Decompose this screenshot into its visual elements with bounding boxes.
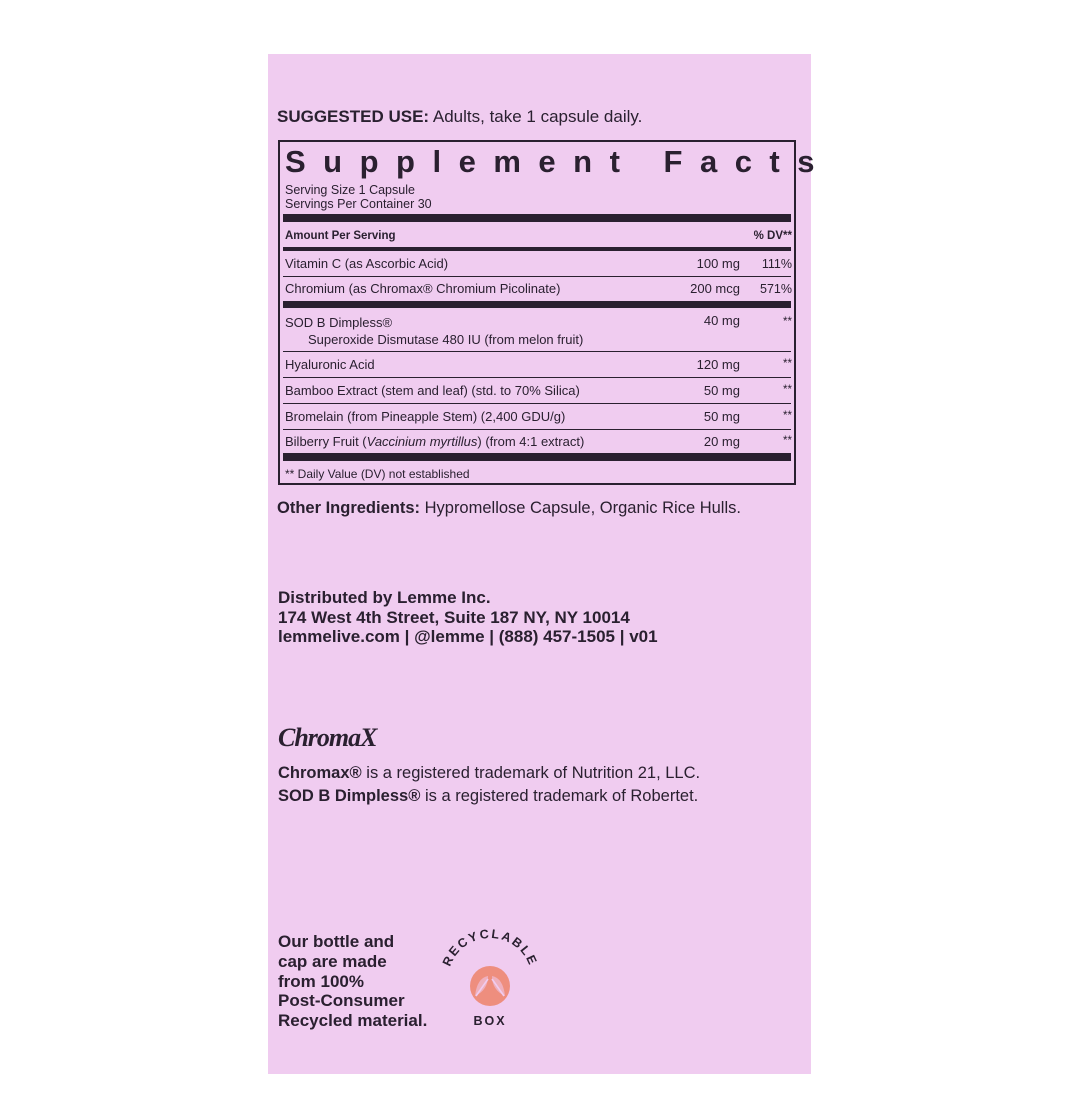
trademark-line: Chromax® is a registered trademark of Nutrition 21, LLC.	[278, 764, 701, 782]
nutrient-dv: 571%	[760, 282, 792, 296]
nutrient-dv: **	[783, 410, 792, 422]
nutrient-amount: 100 mg	[696, 256, 740, 271]
leaf-icon	[470, 966, 510, 1006]
row-divider	[283, 403, 791, 404]
recyclable-box-badge	[430, 928, 550, 1038]
nutrient-name: Chromium (as Chromax® Chromium Picolinate)	[285, 281, 561, 296]
nutrient-name: Bamboo Extract (stem and leaf) (std. to 70% Silica)	[285, 383, 580, 398]
amount-per-serving-header: Amount Per Serving	[285, 230, 396, 242]
supplement-facts-title: Supplement Facts	[285, 144, 832, 179]
nutrient-subname: Superoxide Dismutase 480 IU (from melon fruit)	[308, 332, 584, 347]
row-divider	[283, 276, 791, 277]
row-divider	[283, 377, 791, 378]
serving-size: Serving Size 1 Capsule	[285, 183, 415, 197]
distributor-contact: lemmelive.com | @lemme | (888) 457-1505 | v01	[278, 627, 658, 646]
thick-divider	[283, 453, 791, 461]
nutrient-dv: **	[783, 358, 792, 370]
distributor-name: Distributed by Lemme Inc.	[278, 588, 491, 607]
distributor-info	[278, 588, 658, 647]
trademark-notices	[278, 762, 700, 808]
trademark-line: SOD B Dimpless® is a registered trademark of Robertet.	[278, 787, 699, 805]
nutrient-dv: **	[783, 384, 792, 396]
supplement-facts-panel	[278, 140, 832, 485]
nutrient-amount: 200 mcg	[690, 281, 740, 296]
nutrient-dv: **	[783, 316, 792, 328]
nutrient-amount: 50 mg	[703, 383, 740, 398]
distributor-address: 174 West 4th Street, Suite 187 NY, NY 10014	[278, 607, 630, 627]
nutrient-name: Hyaluronic Acid	[285, 357, 375, 372]
row-divider	[283, 429, 791, 430]
nutrient-name: Bromelain (from Pineapple Stem) (2,400 GDU/g)	[285, 409, 566, 424]
suggested-use: SUGGESTED USE: Adults, take 1 capsule daily.	[277, 107, 643, 126]
medium-divider	[283, 247, 791, 251]
nutrient-dv: **	[783, 435, 792, 447]
chromax-logo: ChromaX	[278, 723, 377, 752]
badge-bottom-text: BOX	[473, 1014, 507, 1028]
svg-text:RECYCLABLE	[440, 928, 540, 968]
badge-top-text: RECYCLABLE	[439, 928, 541, 969]
nutrient-name: SOD B Dimpless®	[285, 315, 393, 330]
dv-header: % DV**	[753, 230, 792, 242]
servings-per-container: Servings Per Container 30	[285, 197, 432, 211]
nutrient-name: Vitamin C (as Ascorbic Acid)	[285, 256, 449, 271]
nutrient-amount: 40 mg	[703, 313, 740, 328]
nutrient-amount: 50 mg	[703, 409, 740, 424]
nutrient-amount: 120 mg	[696, 357, 740, 372]
nutrient-amount: 20 mg	[703, 434, 740, 449]
thick-divider	[283, 301, 791, 308]
row-divider	[283, 351, 791, 352]
recycled-material-note: Our bottle and cap are made from 100% Post-Consumer Recycled material.	[278, 932, 428, 1031]
thick-divider	[283, 214, 791, 222]
nutrient-name: Bilberry Fruit (Vaccinium myrtillus) (from 4:1 extract)	[285, 434, 585, 449]
nutrient-dv: 111%	[761, 257, 792, 271]
other-ingredients: Other Ingredients: Hypromellose Capsule, Organic Rice Hulls.	[277, 499, 741, 517]
dv-footnote: ** Daily Value (DV) not established	[285, 467, 470, 481]
